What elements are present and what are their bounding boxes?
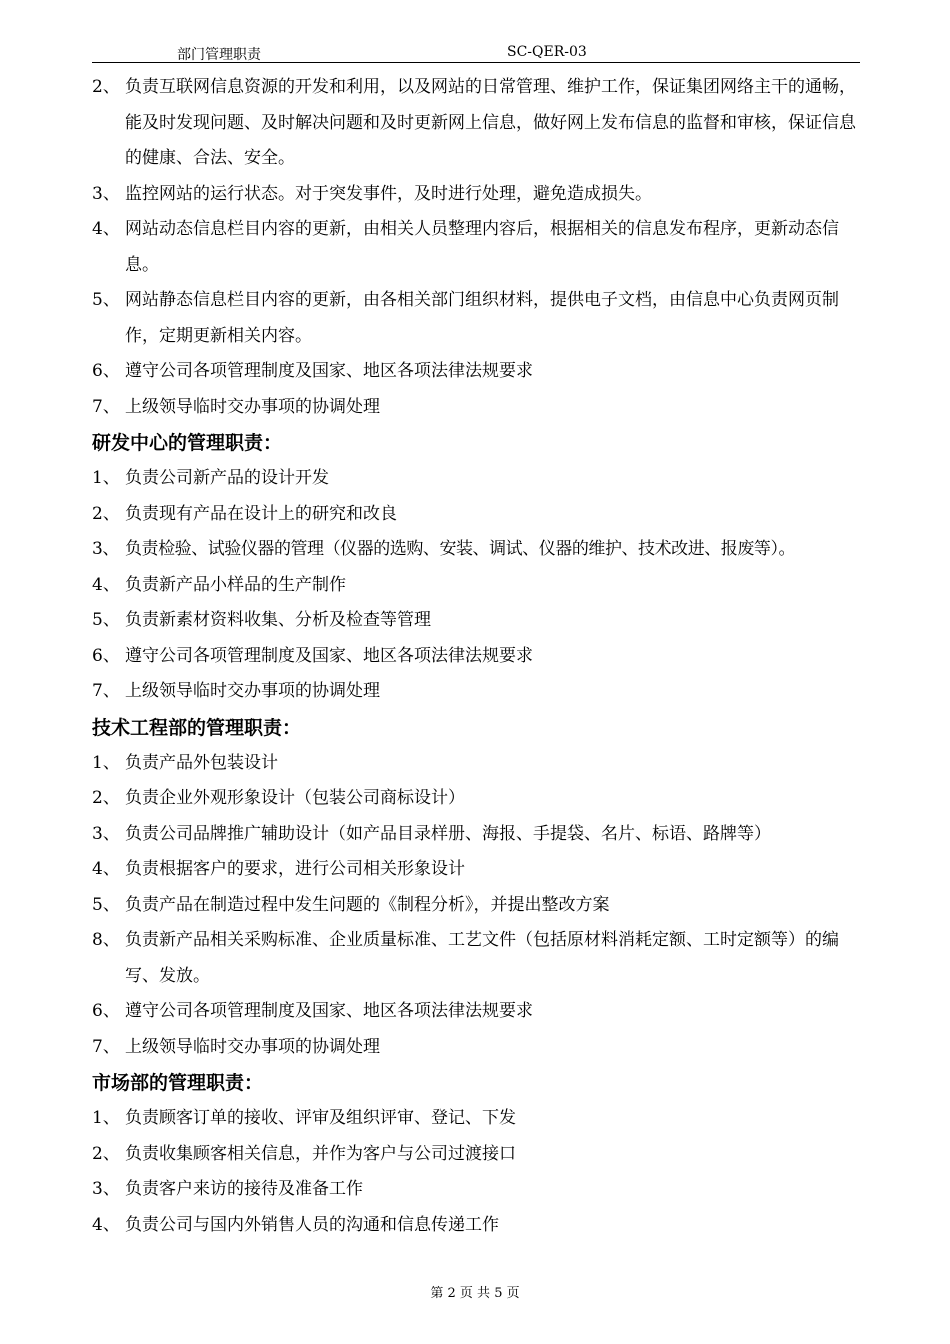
list-item: 5、 负责产品在制造过程中发生问题的《制程分析》，并提出整改方案 bbox=[92, 894, 610, 915]
page-footer bbox=[0, 1282, 950, 1301]
list-item: 3、 监控网站的运行状态。对于突发事件，及时进行处理，避免造成损失。 bbox=[92, 183, 652, 204]
list-item: 2、 负责收集顾客相关信息，并作为客户与公司过渡接口 bbox=[92, 1143, 516, 1164]
section-technical-engineering bbox=[92, 710, 862, 1066]
list-item: 6、 遵守公司各项管理制度及国家、地区各项法律法规要求 bbox=[92, 361, 533, 381]
section-heading: 技术工程部的管理职责： bbox=[92, 716, 302, 739]
list-item: 5、 负责新素材资料收集、分析及检查等管理 bbox=[92, 610, 431, 630]
list-item: 2、 负责互联网信息资源的开发和利用，以及网站的日常管理、维护工作，保证集团网络主干的通畅，能及时发现问题、及时解决问题和及时更新网上信息，做好网上发布信息的监督和审核，保证信息的健康、合法、安全。 bbox=[92, 77, 856, 168]
list-item: 5、 网站静态信息栏目内容的更新，由各相关部门组织材料，提供电子文档，由信息中心负责网页制作，定期更新相关内容。 bbox=[92, 290, 839, 346]
page-number: 第 2 页 共 5 页 bbox=[430, 1286, 520, 1301]
list-item: 1、 负责顾客订单的接收、评审及组织评审、登记、下发 bbox=[92, 1108, 516, 1128]
section-marketing bbox=[92, 1065, 862, 1243]
header-document-code: SC-QER-03 bbox=[507, 44, 587, 60]
list-item: 3、 负责公司品牌推广辅助设计（如产品目录样册、海报、手提袋、名片、标语、路牌等） bbox=[92, 823, 771, 844]
document-body bbox=[92, 70, 862, 1243]
list-item: 4、 负责公司与国内外销售人员的沟通和信息传递工作 bbox=[92, 1214, 499, 1235]
page-header bbox=[92, 40, 860, 63]
list-item: 2、 负责企业外观形象设计（包装公司商标设计） bbox=[92, 788, 465, 808]
list-item: 7、 上级领导临时交办事项的协调处理 bbox=[92, 1036, 380, 1057]
section-rd-center bbox=[92, 425, 862, 710]
list-item: 1、 负责公司新产品的设计开发 bbox=[92, 468, 329, 488]
section-continuation bbox=[92, 70, 862, 425]
list-item: 8、 负责新产品相关采购标准、企业质量标准、工艺文件（包括原材料消耗定额、工时定额等）的编写、发放。 bbox=[92, 930, 839, 986]
list-item: 4、 负责新产品小样品的生产制作 bbox=[92, 574, 346, 595]
header-department-title: 部门管理职责 bbox=[177, 47, 261, 63]
list-item: 6、 遵守公司各项管理制度及国家、地区各项法律法规要求 bbox=[92, 1001, 533, 1021]
section-heading: 研发中心的管理职责： bbox=[92, 432, 283, 454]
list-item: 7、 上级领导临时交办事项的协调处理 bbox=[92, 681, 380, 701]
list-item: 3、 负责客户来访的接待及准备工作 bbox=[92, 1179, 363, 1199]
list-item: 4、 负责根据客户的要求，进行公司相关形象设计 bbox=[92, 859, 465, 879]
list-item: 1、 负责产品外包装设计 bbox=[92, 752, 278, 773]
section-heading: 市场部的管理职责： bbox=[92, 1072, 264, 1094]
list-item: 3、 负责检验、试验仪器的管理（仪器的选购、安装、调试、仪器的维护、技术改进、报废等）。 bbox=[92, 539, 796, 559]
list-item: 2、 负责现有产品在设计上的研究和改良 bbox=[92, 503, 397, 524]
list-item: 7、 上级领导临时交办事项的协调处理 bbox=[92, 396, 380, 417]
list-item: 4、 网站动态信息栏目内容的更新，由相关人员整理内容后，根据相关的信息发布程序，更新动态信息。 bbox=[92, 219, 839, 275]
list-item: 6、 遵守公司各项管理制度及国家、地区各项法律法规要求 bbox=[92, 645, 533, 666]
